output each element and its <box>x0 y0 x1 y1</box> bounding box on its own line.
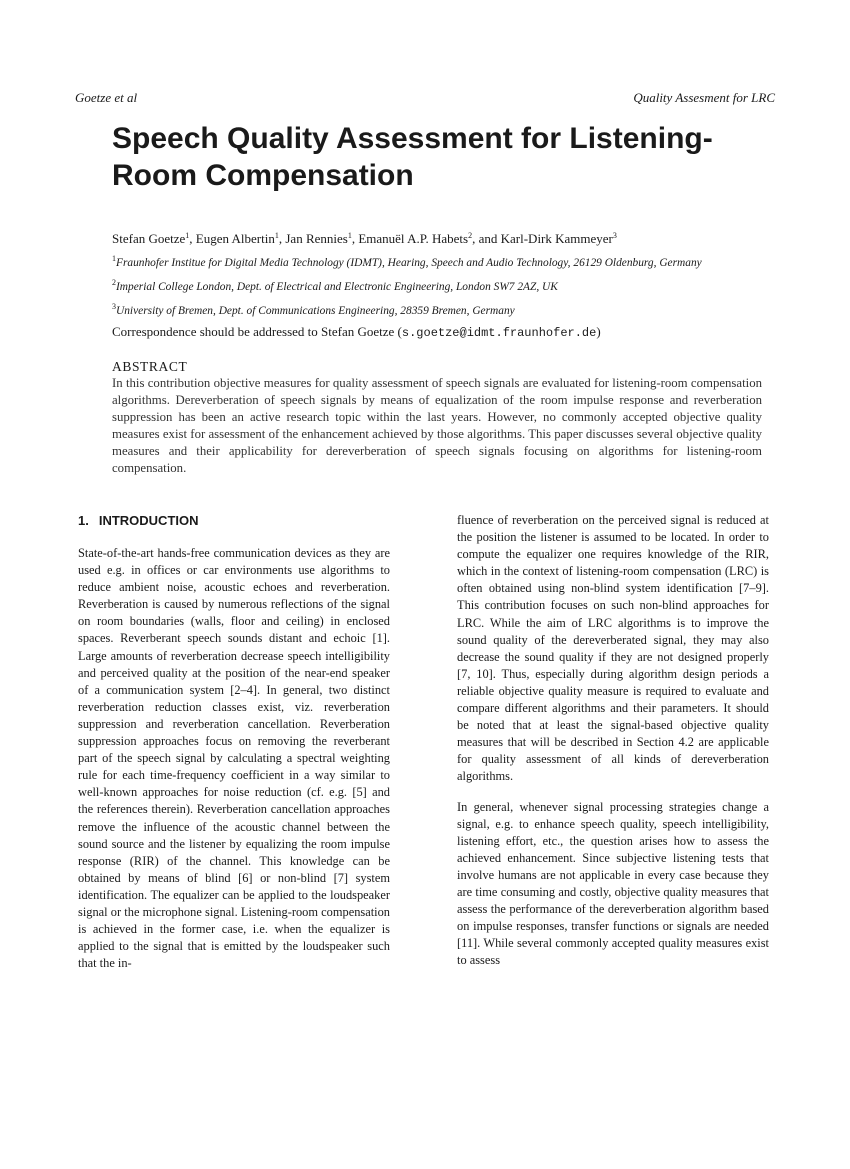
author-affiliation-mark: 1 <box>347 231 352 240</box>
author-affiliation-mark: 1 <box>185 231 190 240</box>
author-name: Emanuël A.P. Habets <box>358 231 469 246</box>
left-column <box>78 512 390 972</box>
affiliation <box>112 276 812 294</box>
section-title: INTRODUCTION <box>98 513 199 528</box>
running-header-right: Quality Assesment for LRC <box>633 90 775 105</box>
affiliation-number: 1 <box>112 254 116 263</box>
abstract-text: In this contribution objective measures for quality assessment of speech signals are evaluated for listening-room compensation algorithms. Dereverberation of speech signals by means of equalization of the room impulse response and reverberation suppression has been an active research topic within the last years. However, no commonly accepted objective quality measures exist for assessment of the enhancement achieved by those algorithms. This paper discusses several objective quality measures and their applicability for dereverberation of speech signals focusing on algorithms for listening-room compensation. <box>112 376 762 475</box>
affiliation-text: Imperial College London, Dept. of Electrical and Electronic Engineering, London SW7 2AZ, UK <box>116 281 558 293</box>
author-separator: , <box>351 231 359 246</box>
correspondence-email[interactable]: s.goetze@idmt.fraunhofer.de <box>401 326 597 340</box>
author-name: Stefan Goetze <box>112 231 186 246</box>
author-separator: , and <box>472 231 501 246</box>
right-column <box>457 512 769 969</box>
section-heading <box>78 512 390 529</box>
author-affiliation-mark: 2 <box>468 231 473 240</box>
body-paragraph: fluence of reverberation on the perceived signal is reduced at the position the listener is assumed to be located. In order to compute the equalizer one requires knowledge of the RIR, which in the context of listening-room compensation (LRC) is often obtained using non-blind system identification [7–9]. This contribution focuses on such non-blind approaches for LRC. While the aim of LRC algorithms is to improve the sound quality of the dereverberated signal, they may also decrease the sound quality if they are not designed properly [7, 10]. Thus, especially during algorithm design periods a reliable objective quality measure is required to evaluate and compare different algorithms and their parameters. It should be noted that at least the signal-based objective quality measures that will be described in Section 4.2 are applicable for quality assessment of all kinds of dereverberation algorithms. <box>457 513 769 784</box>
affiliation-text: University of Bremen, Dept. of Communications Engineering, 28359 Bremen, Germany <box>116 305 515 317</box>
correspondence-prefix: Correspondence should be addressed to Stefan Goetze ( <box>112 324 402 339</box>
author-separator: , <box>278 231 286 246</box>
affiliation <box>112 300 812 318</box>
body-paragraph: In general, whenever signal processing strategies change a signal, e.g. to enhance speech quality, speech intelligibility, listening effort, etc., the question arises how to assess the achieved enhancement. Since subjective listening tests that involve humans are not applicable in every case because they are time consuming and costly, objective quality measures that assess the performance of the dereverberation algorithm based on impulse responses, transfer functions or signals are needed [11]. While several commonly accepted quality measures exist to assess <box>457 799 769 968</box>
body-paragraph: State-of-the-art hands-free communication devices as they are used e.g. in offices or car environments use algorithms to reduce ambient noise, acoustic echoes and reverberation. Reverberation is caused by numerous reflections of the signal on room boundaries (walls, floor and ceiling) in enclosed spaces. Reverberant speech sounds distant and echoic [1]. Large amounts of reverberation decrease speech intelligibility and perceived quality at the position of the near-end speaker of a communication system [2–4]. In general, two distinct reverberation reduction classes exist, viz. reverberation suppression and reverberation cancellation. Reverberation suppression approaches focus on removing the reverberant part of the speech signal by calculating a spectral weighting rule for each time-frequency coefficient in a way similar to well-known approaches for noise reduction (cf. e.g. [5] and the references therein). Reverberation cancellation approaches remove the influence of the acoustic channel between the sound source and the listener by equalizing the room impulse response (RIR) of the channel. This knowledge can be obtained by means of blind [6] or non-blind [7] system identification. The equalizer can be applied to the loudspeaker signal or the microphone signal. Listening-room compensation is achieved in the former case, i.e. when the equalizer is applied to the signal that is emitted by the loudspeaker such that the in- <box>78 546 390 971</box>
author-name: Eugen Albertin <box>195 231 275 246</box>
abstract <box>112 358 762 477</box>
affiliation-number: 3 <box>112 302 116 311</box>
section-number: 1. <box>78 513 89 528</box>
author-name: Karl-Dirk Kammeyer <box>500 231 613 246</box>
correspondence-suffix: ) <box>596 324 601 339</box>
author-affiliation-mark: 1 <box>274 231 279 240</box>
author-list <box>112 228 772 247</box>
affiliation-text: Fraunhofer Institue for Digital Media Technology (IDMT), Hearing, Speech and Audio Technology, 26129 Oldenburg, Germany <box>116 257 702 269</box>
affiliation-number: 2 <box>112 278 116 287</box>
author-separator: , <box>189 231 196 246</box>
affiliation <box>112 252 812 270</box>
abstract-heading: ABSTRACT <box>112 359 188 374</box>
author-affiliation-mark: 3 <box>612 231 617 240</box>
author-name: Jan Rennies <box>285 231 348 246</box>
correspondence-line <box>112 324 792 341</box>
running-header-left: Goetze et al <box>75 90 138 105</box>
paper-title: Speech Quality Assessment for Listening-Room Compensation <box>112 122 713 192</box>
